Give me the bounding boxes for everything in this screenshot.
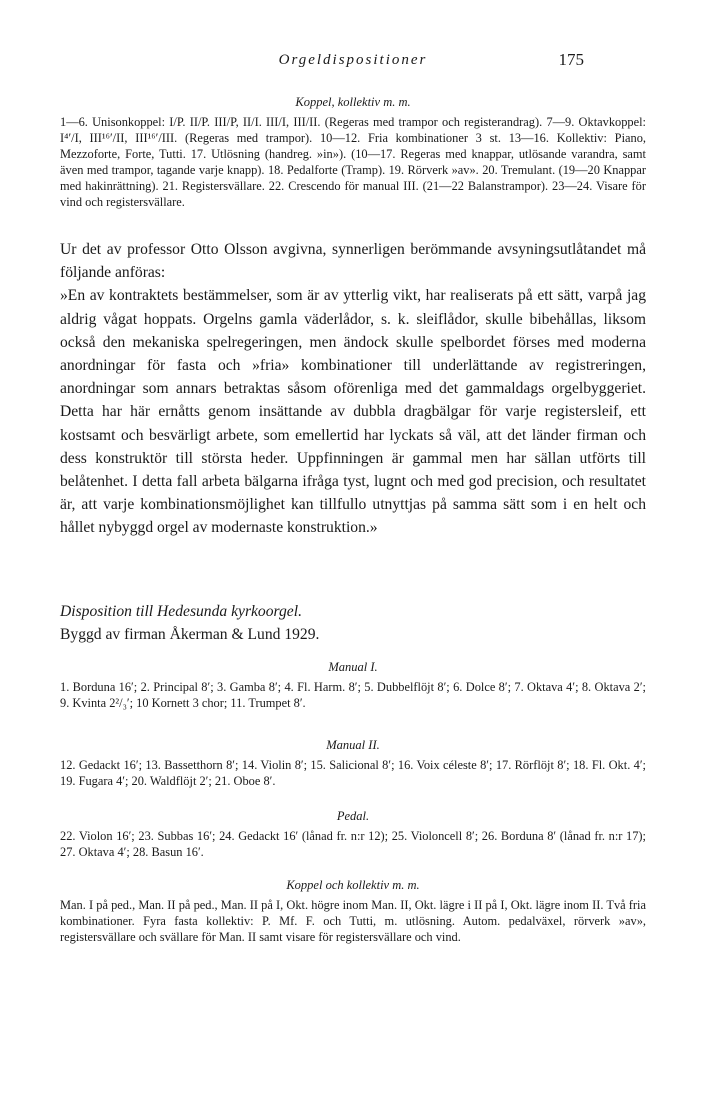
- disposition-builder: Byggd av firman Åkerman & Lund 1929.: [60, 626, 320, 643]
- koppel-section: [60, 878, 646, 945]
- manual-2-heading: Manual II.: [326, 738, 380, 752]
- pedal-text: 22. Violon 16′; 23. Subbas 16′; 24. Gedackt 16′ (lånad fr. n:r 12); 25. Violoncell 8′; 26. Borduna 8′ (lånad fr. n:r 17); 27. Oktava 4′; 28. Basun 16′.: [60, 829, 646, 859]
- koppel-text: Man. I på ped., Man. II på ped., Man. II på I, Okt. högre inom Man. II, Okt. lägre i II på I, Okt. lägre inom II. Två fria kombinationer. Fyra fasta kollektiv: P. Mf. F. och Tutti, m. utlösning. Autom. pedalväxel, rörverk »av», registersvällare och svällare för Man. II samt visare för registersvällare och vind.: [60, 898, 646, 944]
- koppel-details: [60, 897, 646, 945]
- coupler-section: [60, 95, 646, 210]
- manual-1-heading: Manual I.: [328, 660, 378, 674]
- running-head: [0, 52, 706, 74]
- manual-2-section: [60, 738, 646, 789]
- pedal-stops: [60, 828, 646, 860]
- coupler-text: 1—6. Unisonkoppel: I/P. II/P. III/P, II/I. III/I, III/II. (Regeras med trampor och registerandrag). 7—9. Oktavkoppel: I⁴′/I, III¹⁶′/II, III¹⁶′/III. (Regeras med trampor). 10—12. Fria kombinationer 3 st. 13—16. Kollektiv: Piano, Mezzoforte, Forte, Tutti. 17. Utlösning (handreg. »in»). (10—17. Regeras med knappar, utlösande varandra, samt även med trampor, tagande varje knapp). 18. Pedalforte (Tramp). 19. Rörverk »av». 20. Tremulant. (19—20 Knappar med hakinrättning). 21. Registersvällare. 22. Crescendo för manual III. (21—22 Balanstrampor). 23—24. Visare för vind och registersvällare.: [60, 115, 646, 209]
- pedal-heading: Pedal.: [336, 809, 370, 823]
- pedal-section: [60, 809, 646, 860]
- manual-1-section: [60, 660, 646, 711]
- manual-2-stops: [60, 757, 646, 789]
- koppel-heading: Koppel och kollektiv m. m.: [286, 878, 420, 892]
- disposition-header: [60, 600, 646, 646]
- coupler-heading: Koppel, kollektiv m. m.: [295, 95, 411, 109]
- inspection-statement: [60, 238, 646, 540]
- statement-intro: Ur det av professor Otto Olsson avgivna, synnerligen berömmande avsyningsutlåtandet må följande anföras:: [60, 241, 646, 282]
- manual-2-text: 12. Gedackt 16′; 13. Bassetthorn 8′; 14. Violin 8′; 15. Salicional 8′; 16. Voix céleste 8′; 17. Rörflöjt 8′; 18. Fl. Okt. 4′; 19. Fugara 4′; 20. Waldflöjt 2′; 21. Oboe 8′.: [60, 758, 646, 788]
- disposition-title: Disposition till Hedesunda kyrkoorgel.: [60, 603, 302, 620]
- manual-1-stops: [60, 679, 646, 711]
- statement-quote: »En av kontraktets bestämmelser, som är av ytterlig vikt, har realiserats på ett sätt, varpå jag aldrig vågat hoppats. Orgelns gamla väderlådor, s. k. sleiflådor, skulle bibehållas, liksom också den mekaniska spelregeringen, men ändock skulle spelbordet förses med moderna anordningar för fasta och »fria» kombinationer till underlättande av registreringen, anordningar som annars betraktas såsom oförenliga med det gammaldags orgelbyggeriet. Detta har här ernåtts genom insättande av dubbla dragbälgar för varje registersleif, ett kostsamt och besvärligt arbete, som emellertid har lyckats så väl, att det länder firman och dess konstruktör till största heder. Uppfinningen är gammal men har sällan utförts till belåtenhet. I detta fall arbeta bälgarna ifråga tyst, lugnt och med god precision, och resultatet är, att varje kombinationsmöjlighet kan tillfullo utnyttjas på samma sätt som i en helt och hållet nybyggd orgel av modernaste konstruktion.»: [60, 287, 646, 537]
- running-title: Orgeldispositioner: [278, 52, 428, 68]
- manual-1-text: 1. Borduna 16′; 2. Principal 8′; 3. Gamba 8′; 4. Fl. Harm. 8′; 5. Dubbelflöjt 8′; 6. Dolce 8′; 7. Oktava 4′; 8. Oktava 2′; 9. Kvinta 2²/₃′; 10 Kornett 3 chor; 11. Trumpet 8′.: [60, 680, 646, 710]
- coupler-paragraph: [60, 114, 646, 210]
- page-number: 175: [558, 50, 584, 69]
